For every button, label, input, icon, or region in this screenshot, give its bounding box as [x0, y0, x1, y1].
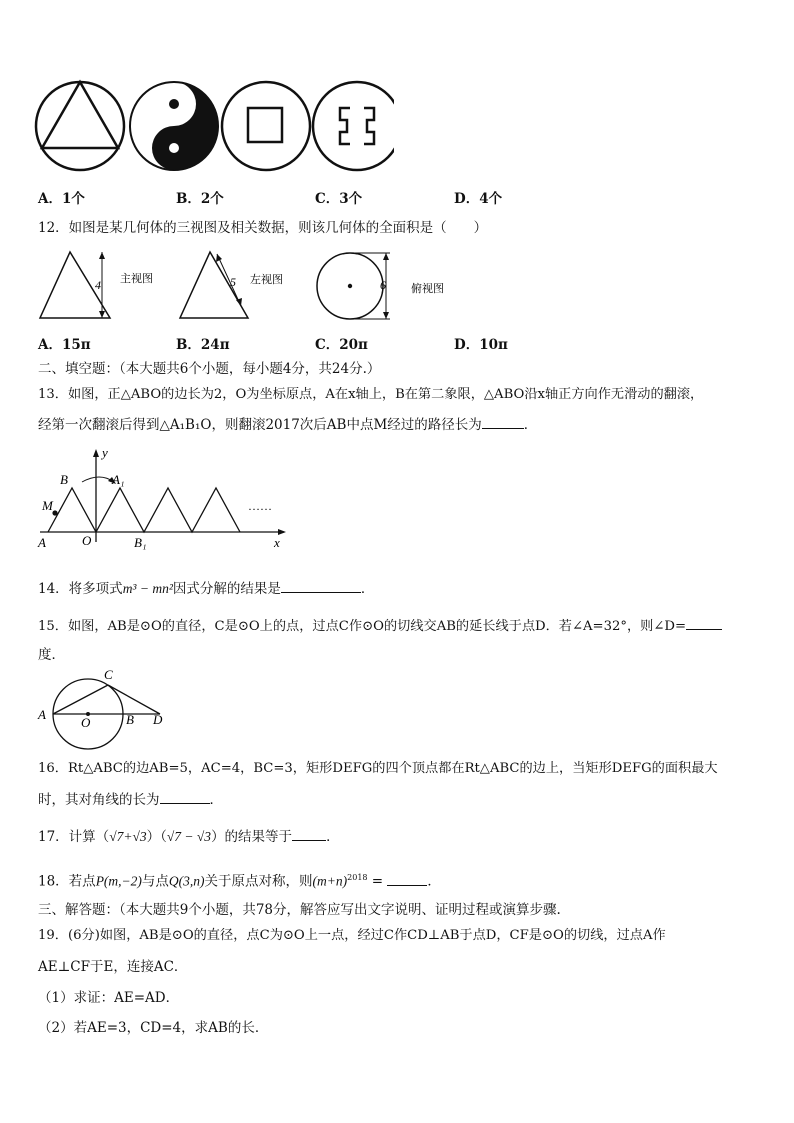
q11-option-d: D．4个	[454, 191, 503, 207]
q18-answer-blank	[387, 873, 427, 886]
q13-axis-x: x	[274, 535, 280, 550]
q18-mid2: 关于原点对称，则	[204, 873, 313, 890]
q18-end: ．	[427, 873, 441, 890]
q16-line1: 16．Rt△ABC的边AB=5，AC=4，BC=3，矩形DEFG的四个顶点都在Rt△ABC的边上，当矩形DEFG的面积最大	[38, 761, 718, 776]
q11-option-a: A．1个	[38, 191, 85, 207]
q18-point-p: P(m,−2)	[95, 873, 142, 889]
q15-answer-blank	[686, 617, 722, 630]
q12-three-views	[34, 246, 454, 324]
q19-line2: AE⊥CF于E，连接AC．	[38, 959, 188, 975]
q11-figures	[34, 78, 394, 178]
q11-option-b: B．2个	[176, 191, 224, 207]
q15-figure	[34, 664, 174, 754]
q18-mid1: 与点	[141, 873, 169, 890]
q14-post: 因式分解的结果是	[172, 581, 281, 597]
q15-label-o: O	[81, 715, 91, 730]
q18-exponent: 2018	[347, 873, 368, 882]
top-view	[317, 253, 444, 319]
q16-end: ．	[209, 792, 223, 808]
q19-subquestion-1: （1）求证：AE=AD．	[38, 990, 180, 1006]
q19-subquestion-2: （2）若AE=3，CD=4，求AB的长．	[38, 1020, 269, 1036]
q13-label-a: A	[38, 535, 46, 550]
q13-line1: 13．如图，正△ABO的边长为2，O为坐标原点，A在x轴上，B在第二象限，△ABO沿x轴正方向作无滑动的翻滚，	[38, 387, 704, 402]
q16-line2: 时，其对角线的长为	[38, 792, 160, 808]
top-view-label: 俯视图	[411, 283, 444, 295]
q13-ellipsis: ……	[248, 499, 272, 513]
q12-option-b: B．24π	[176, 337, 230, 353]
q13-axis-y: y	[102, 446, 108, 460]
circle-pattern-figure	[313, 82, 394, 170]
q12-stem: 12．如图是某几何体的三视图及相关数据，则该几何体的全面积是（ ）	[38, 220, 488, 236]
q17-expression-2: √7 − √3	[166, 829, 212, 844]
front-view-dimension: 4	[95, 278, 101, 292]
q14-end: ．	[360, 581, 375, 597]
q18-equals: =	[367, 873, 388, 890]
q12-option-d: D．10π	[454, 337, 508, 353]
q18-expression: (m+n)	[312, 873, 348, 889]
front-view	[40, 252, 153, 318]
q15-label-a: A	[38, 707, 46, 722]
q13-label-b: B	[60, 472, 68, 487]
q17-pre: 17．计算（	[38, 829, 110, 845]
q17-answer-blank	[292, 828, 326, 841]
q13-answer-blank	[482, 416, 524, 429]
q18-point-q: Q(3,n)	[168, 873, 205, 889]
q12-option-a: A．15π	[38, 337, 91, 353]
circle-triangle-figure	[36, 82, 124, 170]
q15-line2: 度．	[38, 647, 65, 663]
circle-square-figure	[222, 82, 310, 170]
q15-line1: 15．如图，AB是⊙O的直径，C是⊙O上的点，过点C作⊙O的切线交AB的延长线于点D．若∠A=32°，则∠D=	[38, 619, 687, 634]
q13-label-m: M	[42, 498, 53, 513]
left-view	[180, 252, 283, 318]
q13-label-o: O	[82, 533, 92, 548]
q13-line2-end: ．	[523, 417, 538, 433]
q13-figure	[34, 446, 292, 554]
front-view-label: 主视图	[120, 273, 153, 285]
q17-post: ）的结果等于	[211, 829, 293, 845]
q17-expression-1: √7+√3	[109, 829, 147, 844]
left-view-label: 左视图	[250, 274, 283, 286]
q11-option-c: C．3个	[315, 191, 363, 207]
top-view-dimension: 6	[380, 278, 386, 292]
q18-pre: 18．若点	[38, 873, 96, 890]
q13-label-b1: B₁	[134, 535, 147, 550]
yin-yang-figure	[130, 82, 218, 170]
section-2-heading: 二、填空题：（本大题共6个小题，每小题4分，共24分.）	[38, 361, 381, 377]
q14-answer-blank	[281, 580, 361, 593]
q12-option-c: C．20π	[315, 337, 368, 353]
q17-end: ．	[326, 829, 340, 845]
section-3-heading: 三、解答题：（本大题共9个小题，共78分，解答应写出文字说明、证明过程或演算步骤.	[38, 902, 561, 918]
q13-label-a1: A₁	[112, 472, 125, 487]
q15-label-b: B	[126, 712, 134, 727]
q15-label-d: D	[153, 712, 163, 727]
q13-line2: 经第一次翻滚后得到△A₁B₁O，则翻滚2017次后AB中点M经过的路径长为	[38, 417, 482, 433]
left-view-dimension: 5	[230, 275, 236, 289]
q15-label-c: C	[104, 667, 113, 682]
q14-pre: 14．将多项式	[38, 581, 123, 597]
q14-expression: m³ − mn²	[122, 581, 173, 596]
q16-answer-blank	[160, 791, 210, 804]
q17-mid: ）（	[146, 829, 167, 845]
q19-line1: 19．(6分)如图，AB是⊙O的直径，点C为⊙O上一点，经过C作CD⊥AB于点D，CF是⊙O的切线，过点A作	[38, 928, 666, 943]
